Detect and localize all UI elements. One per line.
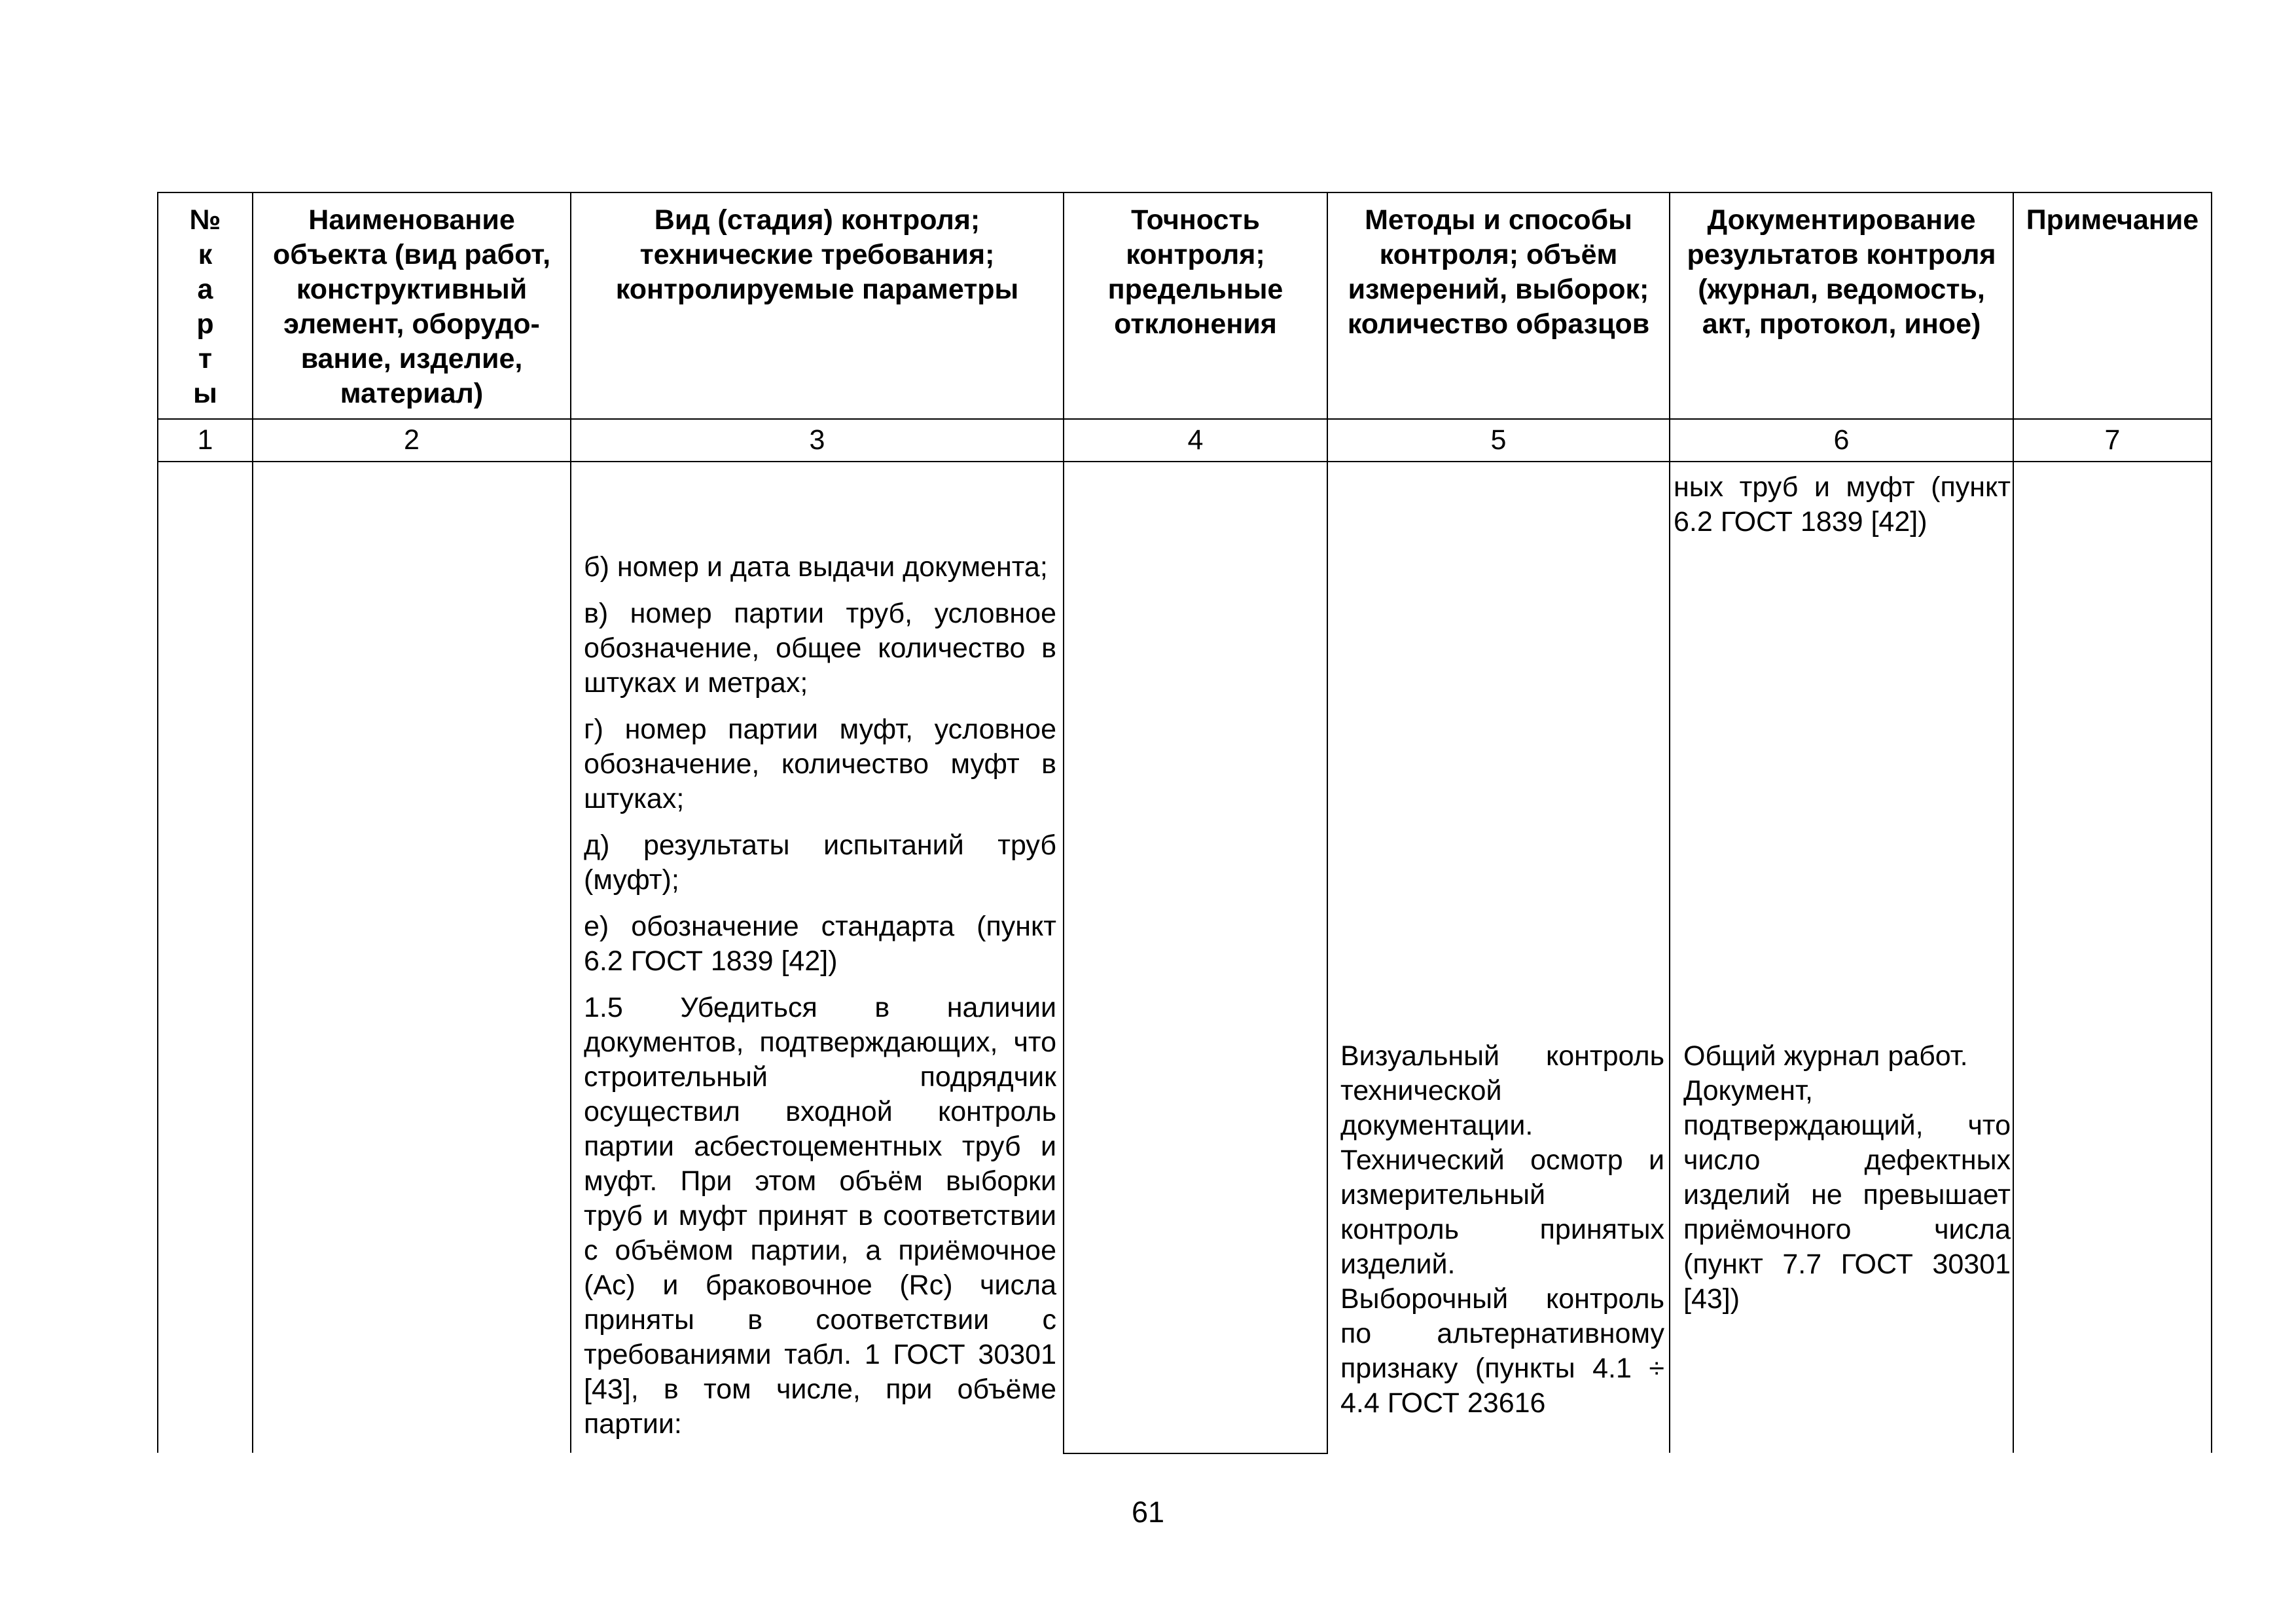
col2-col3-divider [570, 192, 571, 1453]
col4-col5-divider [1327, 192, 1328, 1454]
header-note: Примечание [2026, 204, 2199, 236]
table-right-border [2211, 192, 2212, 1453]
col3-item-v: в) номер партии труб, условное обозначение, общее количество в штуках и метрах; [584, 598, 1056, 699]
header-object-name: Наименование объекта (вид работ, конструктивный элемент, оборудо- вание, изделие, материал) [272, 204, 551, 409]
col6-top-continuation: ных труб и муфт (пункт 6.2 ГОСТ 1839 [42]) [1674, 471, 2011, 538]
col3-col4-divider [1063, 192, 1064, 1454]
col5-item-visual: Визуальный контроль технической документации. [1340, 1040, 1664, 1141]
col5-item-sampling: Выборочный контроль по альтернативному признаку (пункты 4.1 ÷ 4.4 ГОСТ 23616 [1340, 1283, 1664, 1419]
table-top-border [157, 192, 2212, 193]
column-number-1: 1 [197, 424, 213, 456]
page-number: 61 [1131, 1495, 1165, 1529]
numbers-row-bottom-border [157, 461, 2212, 462]
header-card-number: № к а р т ы [189, 204, 221, 409]
col3-item-1-5: 1.5 Убедиться в наличии документов, подтверждающих, что строительный подрядчик осуществил входной контроль партии асбестоцементных труб и муфт. При этом объём выборки труб и муфт принят в соответствии с объёмом партии, а приёмочное (Ас) и браковочное (Rc) числа приняты в соответствии с требованиями табл. 1 ГОСТ 30301 [43], в том числе, при объёме партии: [584, 992, 1056, 1440]
col6-item-journal: Общий журнал работ. [1683, 1040, 1968, 1072]
column-number-7: 7 [2104, 424, 2121, 456]
col6-body [1683, 1039, 2011, 1317]
col6-col7-divider [2013, 192, 2014, 1453]
col5-col6-divider [1669, 192, 1670, 1453]
header-methods: Методы и способы контроля; объём измерений, выборок; количество образцов [1347, 204, 1650, 340]
col6-item-document: Документ, подтверждающий, что число дефектных изделий не превышает приёмочного числа (пункт 7.7 ГОСТ 30301 [43]) [1683, 1075, 2011, 1315]
col3-item-d: д) результаты испытаний труб (муфт); [584, 830, 1056, 896]
header-control-type: Вид (стадия) контроля; технические требования; контролируемые параметры [615, 204, 1019, 305]
header-accuracy: Точность контроля; предельные отклонения [1107, 204, 1283, 340]
col5-body [1340, 1039, 1664, 1421]
col3-item-g: г) номер партии муфт, условное обозначение, количество муфт в штуках; [584, 714, 1056, 814]
col5-item-inspection: Технический осмотр и измерительный контроль принятых изделий. [1340, 1144, 1664, 1280]
column-number-4: 4 [1187, 424, 1204, 456]
column-number-5: 5 [1490, 424, 1507, 456]
column-number-3: 3 [809, 424, 825, 456]
col3-item-e: е) обозначение стандарта (пункт 6.2 ГОСТ 1839 [42]) [584, 911, 1056, 977]
header-documentation: Документирование результатов контроля (журнал, ведомость, акт, протокол, иное) [1687, 204, 1996, 340]
header-bottom-border [157, 418, 2212, 420]
column-number-6: 6 [1833, 424, 1850, 456]
col4-bottom-border [1063, 1453, 1327, 1454]
column-number-2: 2 [404, 424, 420, 456]
col3-item-b: б) номер и дата выдачи документа; [584, 551, 1048, 583]
col3-body [584, 550, 1056, 1453]
